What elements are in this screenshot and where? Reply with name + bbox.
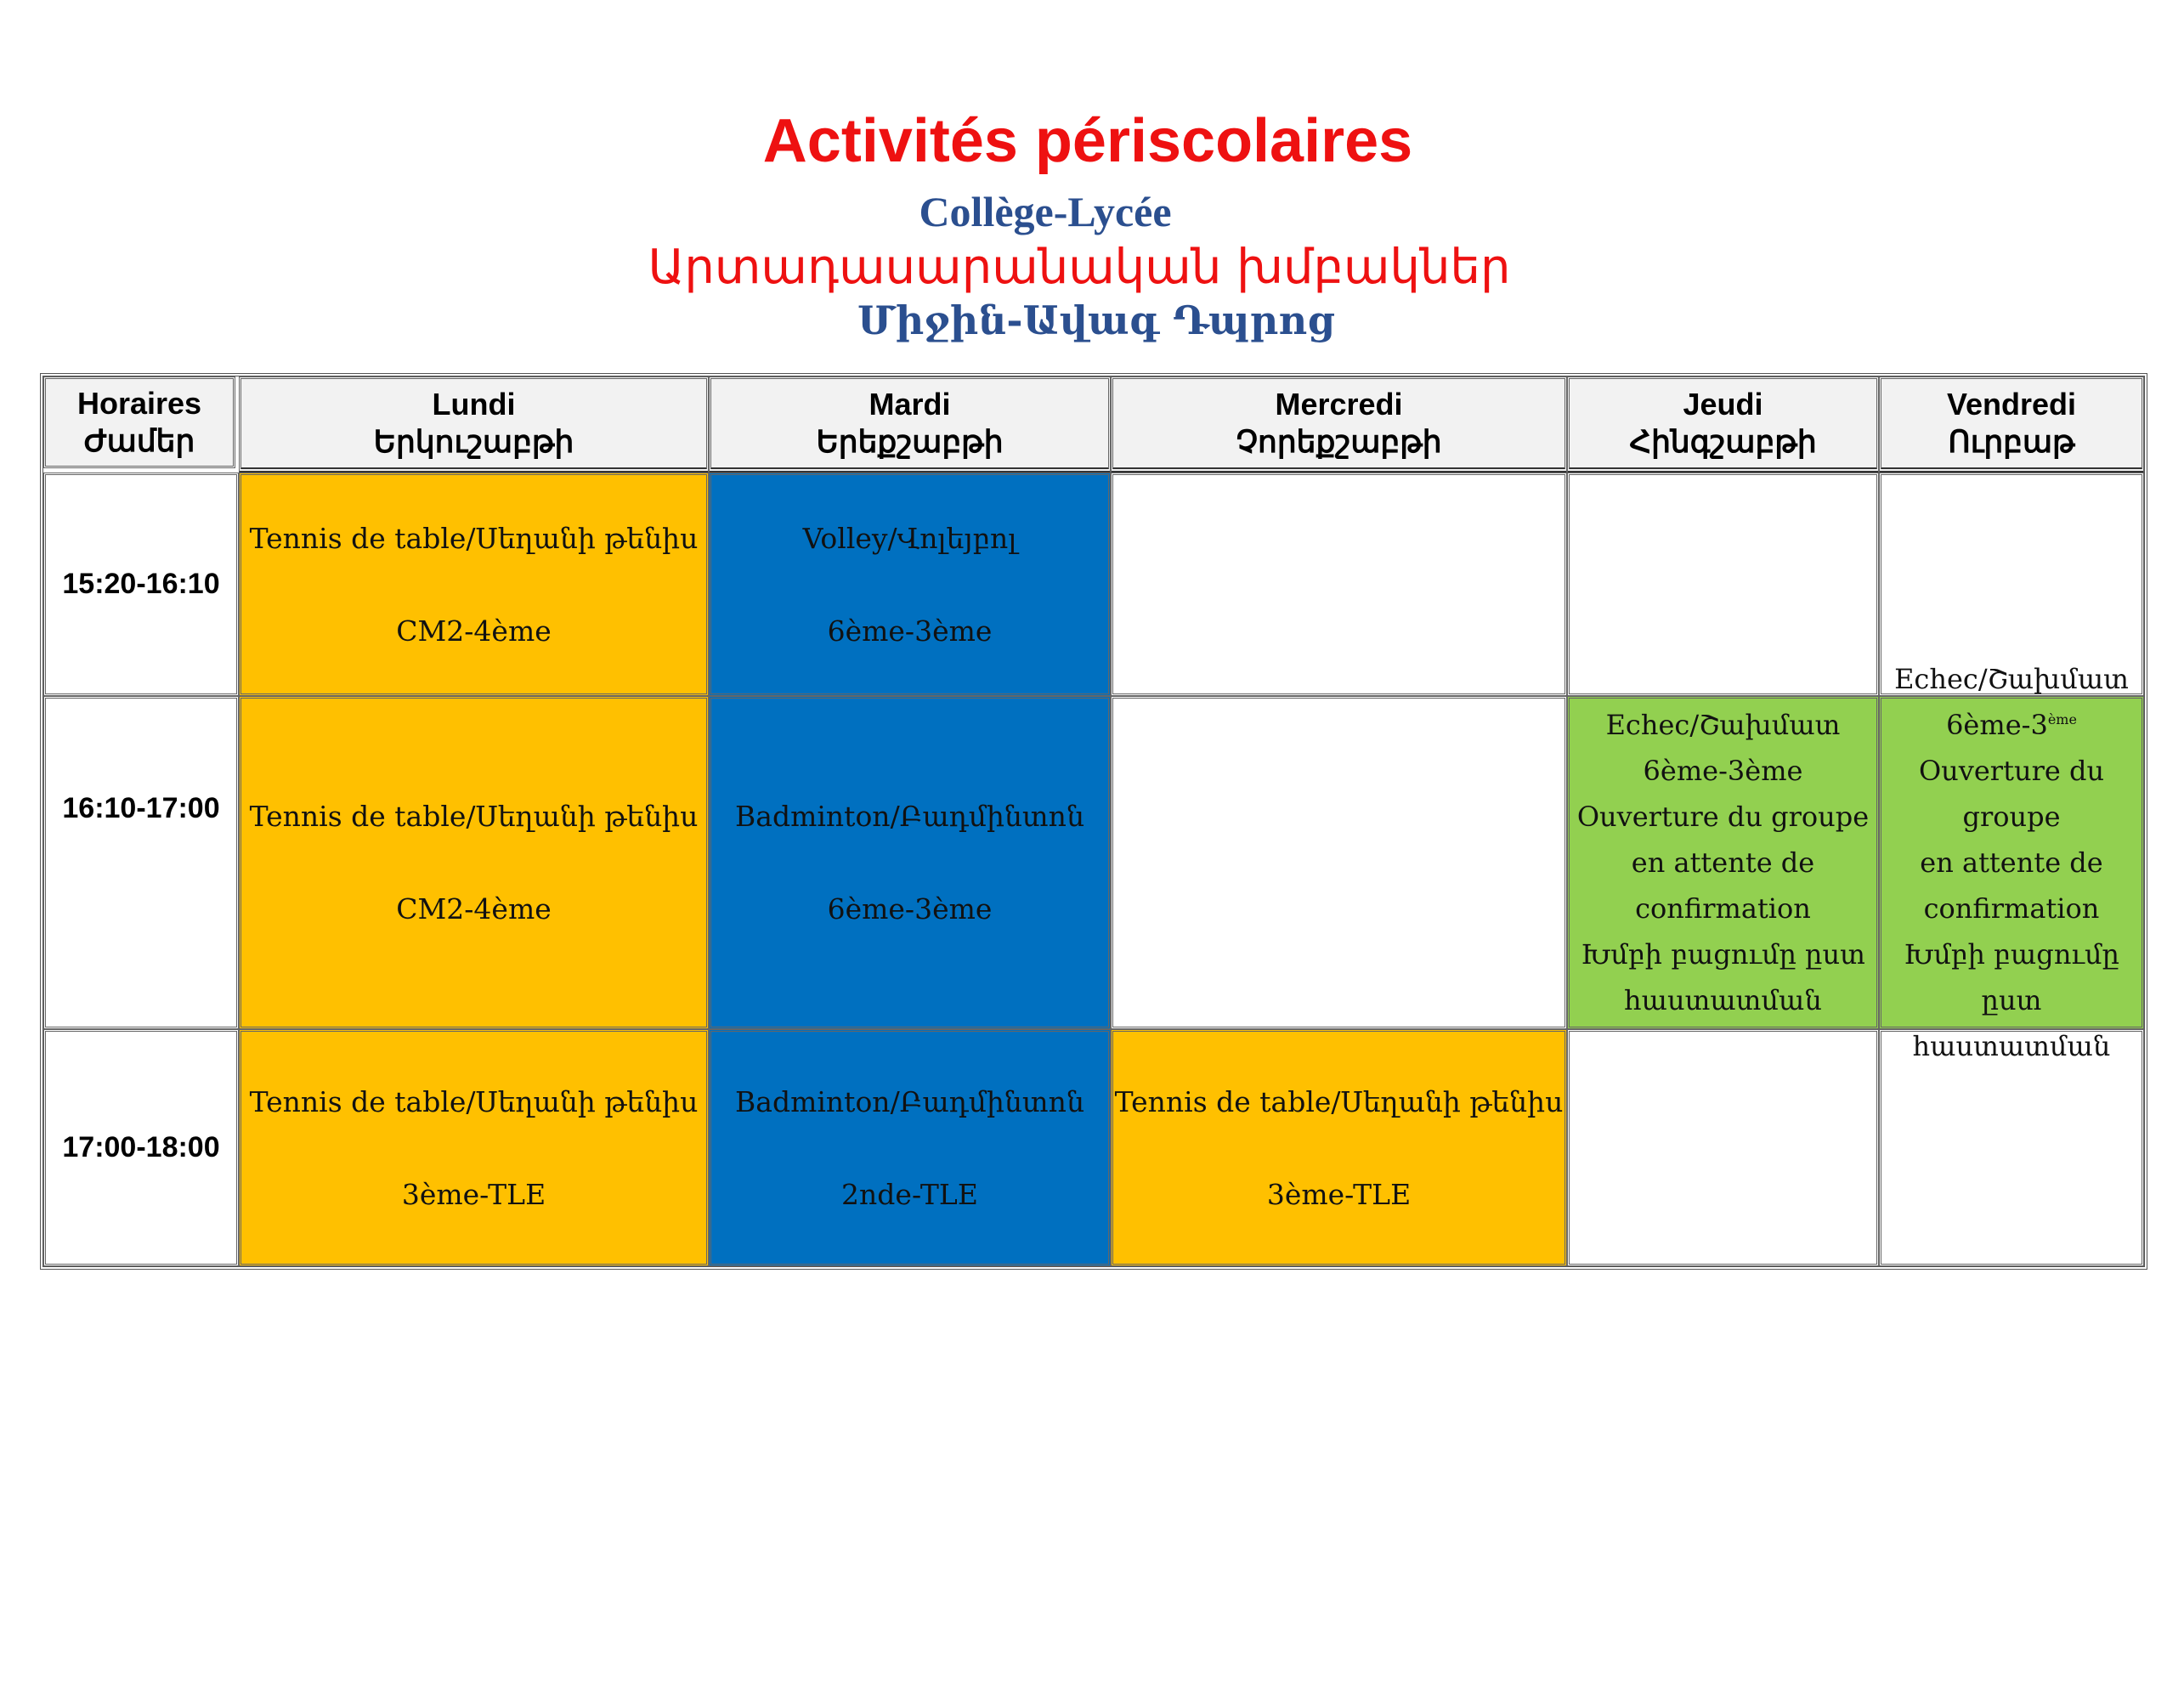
header-label-fr: Mercredi [1275,387,1403,422]
note-line: en attente de [1631,846,1815,879]
activity-cell-mardi-2 [709,696,1111,1029]
subtitle-french: Collège-Lycée [919,188,1172,235]
empty-cell-mercredi-2 [1111,696,1567,1029]
page-title: Activités périscolaires [762,107,1413,175]
activity-name: Badminton/Բադմինտոն [735,800,1084,833]
header-label-hy: Ժամեր [83,423,195,458]
note-line: en attente de [1920,846,2103,879]
activity-level: 3ème-TLE [401,1177,546,1211]
activity-level: CM2-4ème [396,614,552,648]
header-jeudi [1567,376,1879,473]
time-slot-2 [43,696,239,1029]
time-slot-3 [43,1029,239,1266]
note-line: confirmation [1635,892,1811,925]
note-line: Ouverture du groupe [1576,801,1870,833]
title-armenian: Արտադասարանական խմբակներ [648,240,1511,295]
header-label-fr: Horaires [76,386,202,421]
header-vendredi [1879,376,2144,473]
activity-level: 3ème-TLE [1266,1177,1412,1211]
header-mercredi [1111,376,1567,473]
activity-name: Volley/Վոլեյբոլ [802,521,1017,555]
header-label-fr: Vendredi [1946,387,2077,422]
header-label-hy: Հինգշաբթի [1629,424,1817,459]
header-label-hy: Ուրբաթ [1948,424,2075,459]
time-label: 16:10-17:00 [62,792,220,824]
subtitle-armenian: Միջին-Ավագ Դպրոց [857,297,1335,343]
activity-name: Tennis de table/Սեղանի թենիս [1114,1084,1564,1118]
note-line: Խմբի բացումը ըստ [1581,938,1865,971]
activity-name: Tennis de table/Սեղանի թենիս [249,1084,699,1118]
header-label-hy: Երեքշաբթի [816,424,1004,459]
activity-level: 6ème-3ème [827,614,993,648]
activity-cell-mercredi-3 [1111,1029,1567,1266]
level-base: 6ème-3 [1946,709,2048,741]
note-line: հաստատման [1624,984,1822,1016]
activity-cell-lundi-1 [239,473,709,696]
note-line: confirmation [1923,892,2100,925]
activity-name: Echec/Շախմատ [1894,663,2129,695]
note-line: Խմբի բացումը ըստ [1904,938,2119,1016]
header-mardi [709,376,1111,473]
activity-cell-mardi-3 [709,1029,1111,1266]
activity-name: Echec/Շախմատ [1605,709,1841,741]
time-slot-1 [43,473,239,696]
activity-name: Tennis de table/Սեղանի թենիս [249,521,699,555]
activity-name: Tennis de table/Սեղանի թենիս [249,800,699,833]
activity-cell-mardi-1 [709,473,1111,696]
activity-cell-lundi-2 [239,696,709,1029]
header-label-fr: Jeudi [1683,387,1763,422]
activity-name: Badminton/Բադմինտոն [735,1084,1084,1118]
activity-cell-lundi-3 [239,1029,709,1266]
empty-cell-jeudi-1 [1567,473,1879,696]
header-label-fr: Mardi [869,387,951,422]
header-label-hy: Երկուշաբթի [373,424,574,459]
activity-level: 2nde-TLE [841,1177,978,1211]
schedule-table [40,373,2147,1270]
empty-cell-jeudi-3 [1567,1029,1879,1266]
empty-cell-vendredi-3 [1879,1029,2144,1266]
activity-level: CM2-4ème [396,892,552,925]
empty-cell-mercredi-1 [1111,473,1567,696]
time-label: 17:00-18:00 [62,1131,220,1163]
note-line: Ouverture du groupe [1918,755,2105,833]
time-label: 15:20-16:10 [62,568,220,600]
header-label-hy: Չորեքշաբթի [1236,424,1442,459]
level-superscript: ème [2047,711,2077,727]
activity-cell-jeudi-2 [1567,696,1879,1029]
activity-level: 6ème-3ème [827,892,993,925]
header-label-fr: Lundi [432,387,516,422]
activity-level [1946,702,2077,748]
header-horaires [43,376,235,468]
activity-cell-vendredi-2 [1879,663,2144,1062]
activity-level: 6ème-3ème [1643,755,1803,787]
note-line: հաստատման [1912,1030,2111,1062]
header-lundi [239,376,709,473]
